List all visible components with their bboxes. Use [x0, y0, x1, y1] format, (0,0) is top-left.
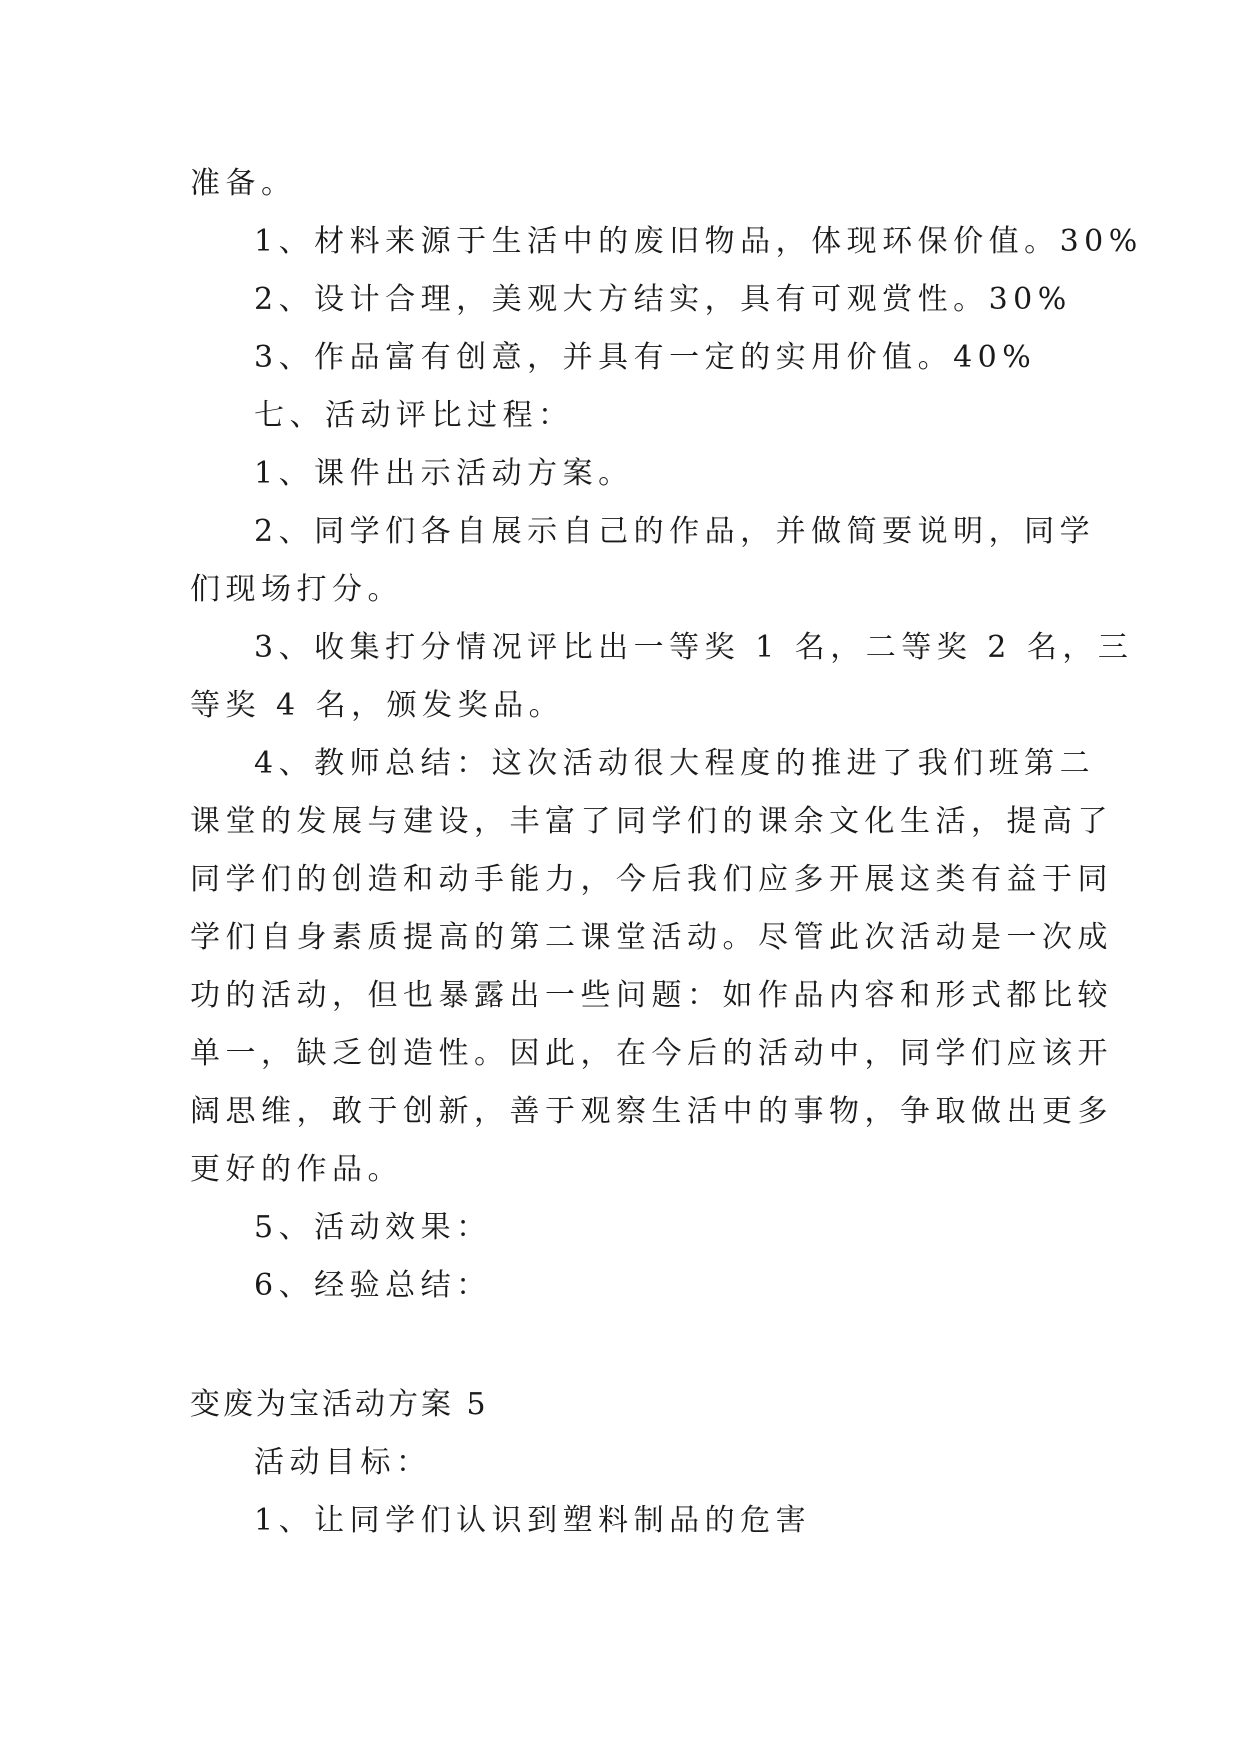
section-heading: 七、活动评比过程：: [254, 398, 574, 433]
process-step-5: 5、活动效果：: [254, 1210, 492, 1245]
goal-item-1: 1、让同学们认识到塑料制品的危害: [254, 1503, 812, 1538]
process-step-4-cont: 单一，缺乏创造性。因此，在今后的活动中，同学们应该开: [190, 1036, 1113, 1071]
plan-title: 变废为宝活动方案 5: [190, 1387, 489, 1422]
criteria-item-3: 3、作品富有创意，并具有一定的实用价值。40%: [254, 340, 1037, 375]
process-step-4-cont: 学们自身素质提高的第二课堂活动。尽管此次活动是一次成: [190, 920, 1113, 955]
process-step-4-cont: 课堂的发展与建设，丰富了同学们的课余文化生活，提高了: [190, 804, 1113, 839]
process-step-4-cont: 阔思维，敢于创新，善于观察生活中的事物，争取做出更多: [190, 1094, 1113, 1129]
process-step-4-cont: 功的活动，但也暴露出一些问题：如作品内容和形式都比较: [190, 978, 1113, 1013]
process-step-3-cont: 等奖 4 名，颁发奖品。: [190, 688, 565, 723]
process-step-2: 2、同学们各自展示自己的作品，并做简要说明，同学: [254, 514, 1096, 549]
goals-heading: 活动目标：: [254, 1445, 432, 1480]
process-step-4: 4、教师总结：这次活动很大程度的推进了我们班第二: [254, 746, 1096, 781]
process-step-2-cont: 们现场打分。: [190, 572, 403, 607]
process-step-6: 6、经验总结：: [254, 1268, 492, 1303]
process-step-1: 1、课件出示活动方案。: [254, 456, 634, 491]
criteria-item-2: 2、设计合理，美观大方结实，具有可观赏性。30%: [254, 282, 1072, 317]
process-step-4-cont: 同学们的创造和动手能力，今后我们应多开展这类有益于同: [190, 862, 1113, 897]
process-step-4-cont: 更好的作品。: [190, 1152, 403, 1187]
text-line: 准备。: [190, 166, 297, 201]
process-step-3: 3、收集打分情况评比出一等奖 1 名，二等奖 2 名，三: [254, 630, 1134, 665]
criteria-item-1: 1、材料来源于生活中的废旧物品，体现环保价值。30%: [254, 224, 1143, 259]
